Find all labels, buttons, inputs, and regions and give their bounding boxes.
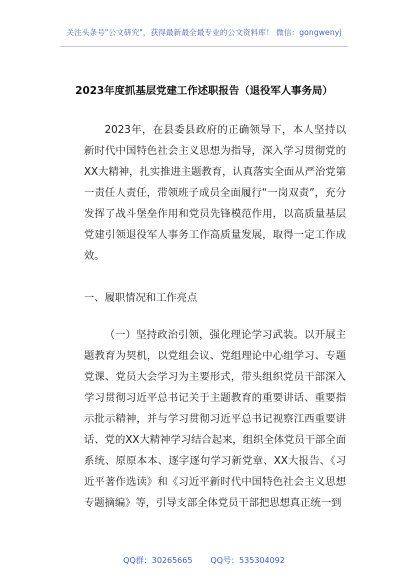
header-promo-note: 关注头条号"公文研究"，获得最新最全最专业的公文资料库！ 微信：gongwenyj (66, 28, 342, 37)
body-paragraph: （一）坚持政治引领，强化理论学习武装。以开展主题教育为契机，以党组会议、党组理论中心组学习、专题党课、党员大会学习为主要形式，带头组织党员干部深入学习贯彻习近平总书记关于主题教育的重要讲话、重要指示批示精神，并与学习贯彻习近平总书记视察江西重要讲话、党的XX大精神学习结合起来，组织全体党员干部全面系统、原原本本、逐字逐句学习新党章、XX大报告、《习近平著作选读》和《习近平新时代中国特色社会主义思想专题摘编》等，引导支部全体党员干部把思想真正统一到 (84, 329, 346, 509)
section-heading: 一、履职情况和工作亮点 (84, 292, 198, 304)
body-paragraph: 2023年，在县委县政府的正确领导下，本人坚持以新时代中国特色社会主义思想为指导，深入学习贯彻党的XX大精神，扎实推进主题教育，认真落实全面从严治党第一责任人责任，带领班子成员全面履行“一岗双责”，充分发挥了战斗堡垒作用和党员先锋模范作用，以高质量基层党建引领退役军人事务工作高质量发展，取得一定工作成效。 (84, 124, 346, 262)
header-divider (60, 46, 348, 47)
footer-qq-number: QQ号：535304092 (210, 556, 285, 565)
footer-contact (0, 555, 408, 566)
footer-qq-group: QQ群：30265665 (123, 556, 193, 565)
document-title: 2023年度抓基层党建工作述职报告（退役军人事务局） (75, 85, 333, 97)
